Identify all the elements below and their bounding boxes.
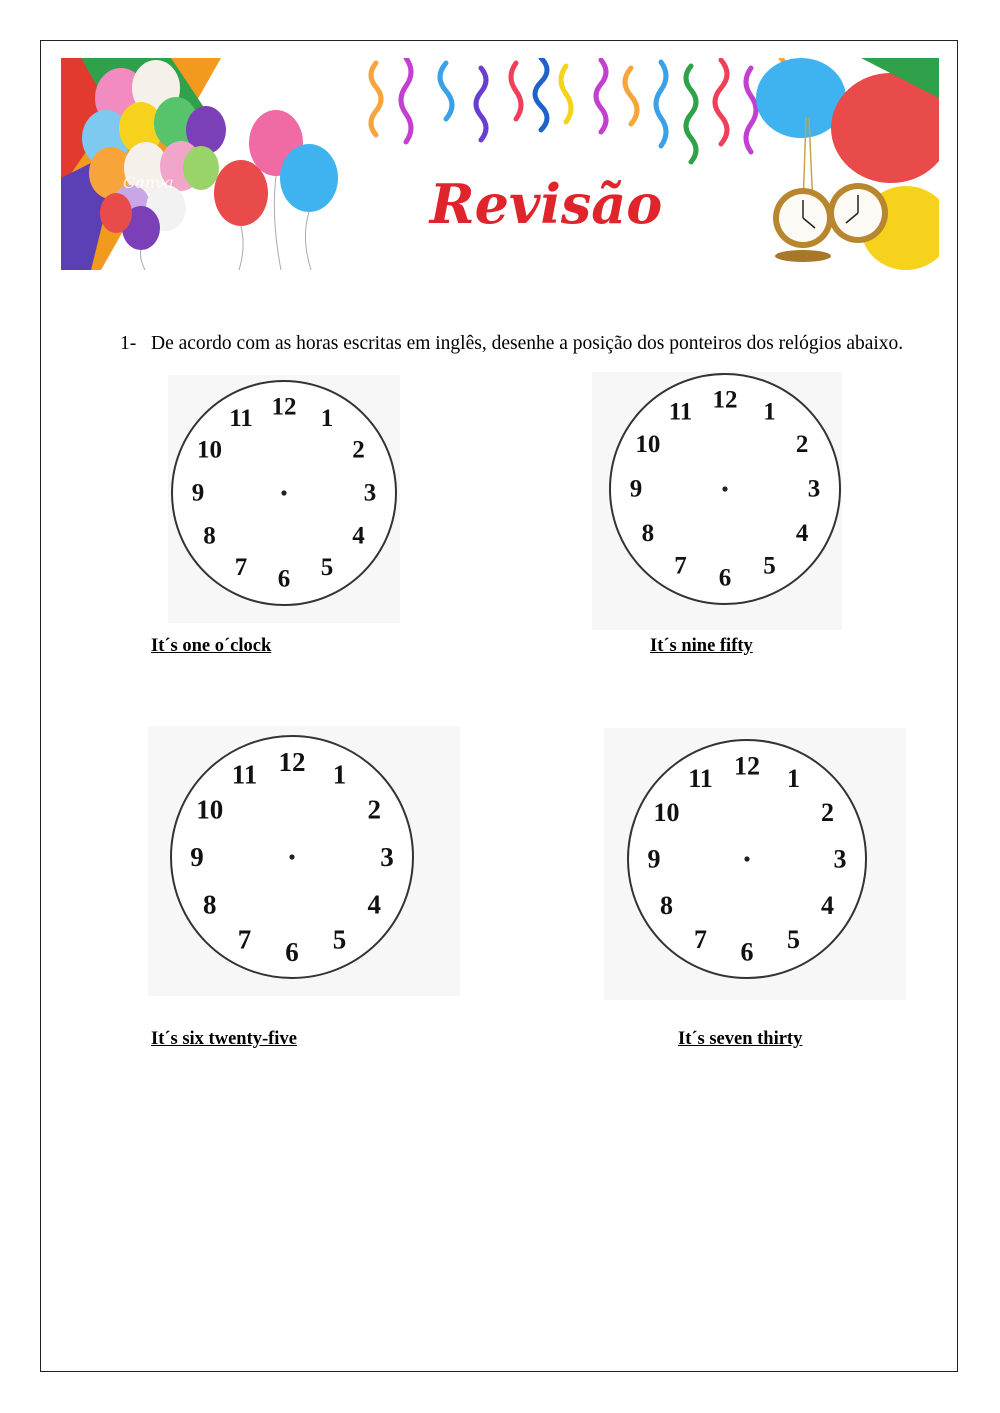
clock-numeral: 12 <box>278 747 306 777</box>
clock-numeral: 7 <box>237 924 252 955</box>
clock-numeral: 1 <box>763 398 776 426</box>
clock-face-2[interactable] <box>592 372 842 630</box>
clock-numeral: 8 <box>641 520 655 547</box>
clock-face-4[interactable] <box>604 728 906 1000</box>
clock-numeral: 6 <box>285 937 299 967</box>
clock-numeral: 7 <box>694 925 707 954</box>
clock-numeral: 2 <box>367 794 382 825</box>
clock-caption-4: It´s seven thirty <box>678 1029 803 1049</box>
clock-numeral: 3 <box>807 475 821 503</box>
clock-numeral: 8 <box>660 891 673 920</box>
clock-center-dot <box>289 854 294 859</box>
clock-numeral: 12 <box>734 751 760 781</box>
clock-numeral: 10 <box>196 794 224 825</box>
clock-numeral: 2 <box>821 798 834 827</box>
clock-numeral: 5 <box>332 924 347 955</box>
header-banner <box>61 58 939 270</box>
clock-numeral: 5 <box>320 554 334 581</box>
clock-numeral: 12 <box>712 386 738 414</box>
clock-face-1[interactable] <box>168 375 400 623</box>
clock-numeral: 2 <box>795 431 809 458</box>
clock-numeral: 10 <box>635 431 661 458</box>
clock-face-3[interactable] <box>148 726 460 996</box>
clock-numeral: 11 <box>229 405 253 432</box>
clock-numeral: 12 <box>271 393 297 421</box>
banner-title: Revisão <box>429 172 663 236</box>
clock-numeral: 10 <box>197 436 222 464</box>
clock-numeral: 5 <box>787 925 800 954</box>
banner-illustration <box>61 58 939 270</box>
clock-numeral: 6 <box>277 565 291 593</box>
clock-numeral: 3 <box>363 479 377 507</box>
clock-numeral: 7 <box>674 552 687 580</box>
clock-caption-1: It´s one o´clock <box>151 636 272 656</box>
clock-numeral: 11 <box>668 398 693 426</box>
clock-numeral: 4 <box>795 520 809 547</box>
clock-numeral: 11 <box>231 759 258 790</box>
instruction-text: De acordo com as horas escritas em inglês, desenhe a posição dos ponteiros dos relógios abaixo. <box>151 333 904 354</box>
clock-numeral: 8 <box>203 522 216 550</box>
clock-numeral: 1 <box>320 405 334 432</box>
clock-numeral: 4 <box>352 522 365 550</box>
canva-watermark: Canva <box>123 173 174 192</box>
clock-numeral: 1 <box>787 764 800 793</box>
clock-center-dot <box>722 486 727 491</box>
clock-numeral: 9 <box>647 844 661 874</box>
clock-caption-2: It´s nine fifty <box>650 636 753 656</box>
clock-numeral: 6 <box>718 564 732 592</box>
clock-numeral: 11 <box>688 764 713 793</box>
clock-numeral: 10 <box>653 798 680 827</box>
clock-numeral: 5 <box>763 552 776 580</box>
clock-numeral: 4 <box>821 891 834 920</box>
clock-numeral: 6 <box>740 937 754 967</box>
clock-numeral: 9 <box>629 475 643 503</box>
clock-caption-3: It´s six twenty-five <box>151 1029 297 1049</box>
clock-numeral: 7 <box>234 554 248 581</box>
clock-numeral: 8 <box>202 889 217 920</box>
clock-center-dot <box>281 490 286 495</box>
clock-center-dot <box>744 856 749 861</box>
exercise-number: 1- <box>120 333 137 354</box>
clock-numeral: 9 <box>190 842 204 872</box>
clock-numeral: 1 <box>332 759 347 790</box>
clock-numeral: 3 <box>380 842 394 872</box>
clock-numeral: 4 <box>367 889 382 920</box>
exercise-instruction <box>120 333 903 355</box>
clock-numeral: 9 <box>191 479 205 507</box>
clock-numeral: 3 <box>833 844 847 874</box>
clock-numeral: 2 <box>352 436 365 464</box>
